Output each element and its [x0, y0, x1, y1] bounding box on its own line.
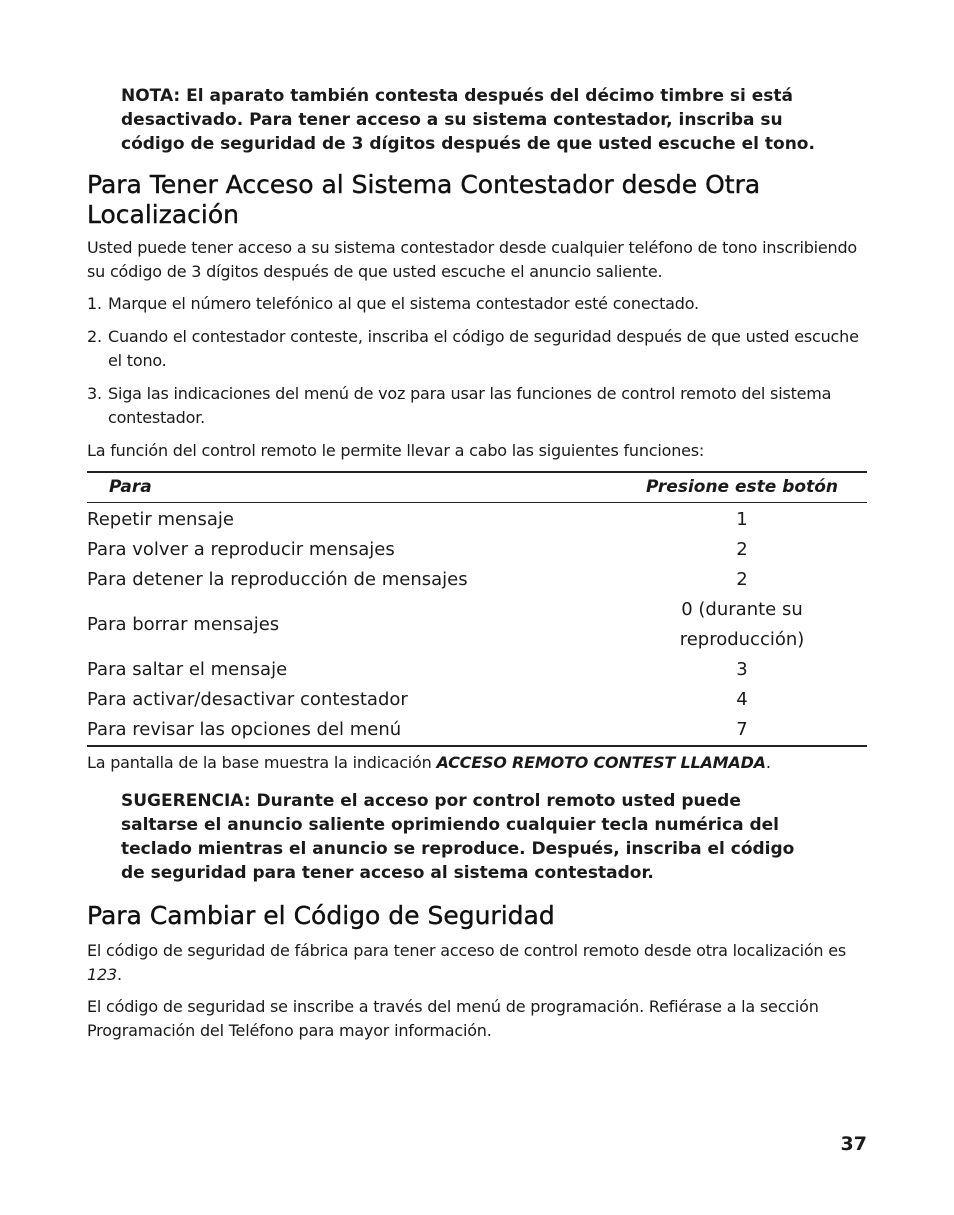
page-number: 37	[840, 1133, 867, 1155]
table-row	[87, 535, 867, 565]
display-value: ACCESO REMOTO CONTEST LLAMADA	[436, 753, 766, 772]
manual-page	[87, 84, 867, 1051]
section2-para2: El código de seguridad se inscribe a través del menú de programación. Refiérase a la sección Programación del Teléfono para mayor información.	[87, 997, 819, 1040]
button-cell: 0 (durante su reproducción)	[679, 599, 805, 650]
function-cell: Para revisar las opciones del menú	[87, 719, 402, 740]
para1-suffix: .	[116, 965, 122, 984]
header-button: Presione este botón	[617, 472, 867, 503]
function-cell: Repetir mensaje	[87, 509, 234, 530]
section1-intro: Usted puede tener acceso a su sistema contestador desde cualquier teléfono de tono inscribiendo su código de 3 dígitos después de que usted escuche el anuncio saliente.	[87, 238, 858, 281]
step-text: Siga las indicaciones del menú de voz para usar las funciones de control remoto del sistema contestador.	[108, 384, 832, 427]
display-suffix: .	[765, 753, 771, 772]
table-row	[87, 503, 867, 536]
section2-para1	[87, 939, 867, 987]
step-text: Marque el número telefónico al que el sistema contestador esté conectado.	[108, 294, 699, 313]
table-row	[87, 595, 867, 655]
step-item	[87, 292, 867, 316]
function-cell: Para activar/desactivar contestador	[87, 689, 408, 710]
function-cell: Para volver a reproducir mensajes	[87, 539, 395, 560]
section2-title: Para Cambiar el Código de Seguridad	[87, 901, 555, 930]
function-cell: Para borrar mensajes	[87, 614, 280, 635]
display-indication	[87, 751, 867, 775]
button-cell: 4	[736, 689, 748, 710]
section1-title: Para Tener Acceso al Sistema Contestador desde Otra Localización	[87, 170, 761, 229]
step-item	[87, 382, 867, 430]
display-prefix: La pantalla de la base muestra la indicación	[87, 753, 437, 772]
button-cell: 3	[736, 659, 748, 680]
factory-code: 123	[87, 965, 117, 984]
note-paragraph: NOTA: El aparato también contesta después del décimo timbre si está desactivado. Para tener acceso a su sistema contestador, inscriba su código de seguridad de 3 dígitos después de que usted escuche el tono.	[121, 86, 815, 154]
button-cell: 2	[736, 569, 748, 590]
remote-functions-table	[87, 471, 867, 747]
table-header-row	[87, 472, 867, 503]
para1-prefix: El código de seguridad de fábrica para tener acceso de control remoto desde otra localización es	[87, 941, 847, 960]
step-number: 2.	[87, 327, 102, 346]
table-row	[87, 715, 867, 746]
table-row	[87, 565, 867, 595]
step-number: 1.	[87, 294, 102, 313]
steps-list	[87, 292, 867, 430]
function-cell: Para detener la reproducción de mensajes	[87, 569, 468, 590]
button-cell: 1	[736, 509, 748, 530]
table-row	[87, 655, 867, 685]
step-number: 3.	[87, 384, 102, 403]
button-cell: 7	[736, 719, 748, 740]
button-cell: 2	[736, 539, 748, 560]
table-intro: La función del control remoto le permite llevar a cabo las siguientes funciones:	[87, 441, 705, 460]
function-cell: Para saltar el mensaje	[87, 659, 288, 680]
step-item	[87, 325, 867, 373]
table-row	[87, 685, 867, 715]
header-para: Para	[87, 472, 617, 503]
tip-paragraph: SUGERENCIA: Durante el acceso por control remoto usted puede saltarse el anuncio saliente oprimiendo cualquier tecla numérica del teclado mientras el anuncio se reproduce. Después, inscriba el código de seguridad para tener acceso al sistema contestador.	[121, 791, 795, 883]
step-text: Cuando el contestador conteste, inscriba el código de seguridad después de que usted escuche el tono.	[108, 327, 859, 370]
